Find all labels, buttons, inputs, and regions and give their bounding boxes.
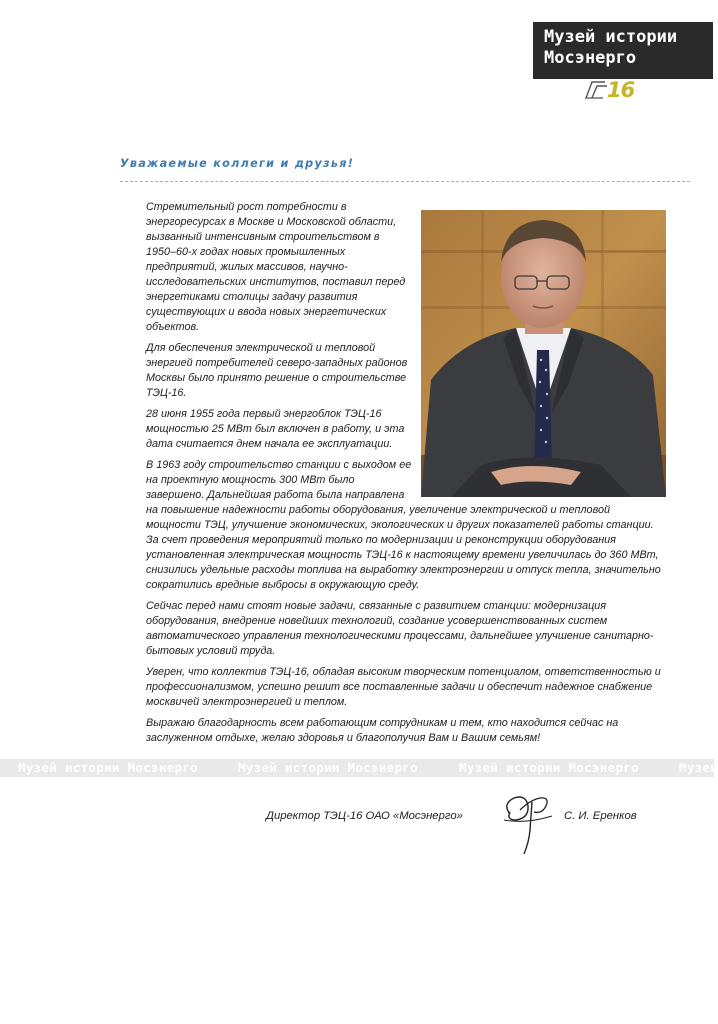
signatory-title: Директор ТЭЦ-16 ОАО «Мосэнерго» [266, 810, 463, 822]
greeting-heading: Уважаемые коллеги и друзья! [120, 157, 355, 170]
heading-divider [120, 181, 690, 182]
letter-paragraph: В 1963 году строительство станции с выходом ее на проектную мощность 300 МВт было завершено. Дальнейшая работа была направлена на повышение надежности работы оборудования, увеличение электрической и тепловой мощности ТЭЦ, улучшение экономических, экологических и других показателей работы станции. За счет проведения мероприятий только по модернизации и реконструкции оборудования установленная электрическая мощность ТЭЦ-16 к настоящему времени увеличилась до 360 МВт, снизились удельные расходы топлива на выработку электроэнергии и отпуск тепла, значительно сократились вредные выбросы в окружающую среду. [146, 459, 661, 591]
museum-logo [533, 22, 713, 79]
letter-paragraph: Выражаю благодарность всем работающим сотрудникам и тем, кто находится сейчас на заслуженном отдыхе, желаю здоровья и благополучия Вам и Вашим семьям! [146, 717, 619, 744]
signatory-name: С. И. Еренков [564, 810, 637, 822]
station-logo-number: 16 [607, 78, 635, 102]
letter-body [146, 200, 662, 752]
museum-logo-line1: Музей истории [544, 27, 678, 47]
letter-paragraph: Для обеспечения электрической и тепловой энергией потребителей северо-западных районов Москвы было принято решение о строительстве ТЭЦ-16. [146, 342, 408, 399]
station-logo [583, 78, 643, 104]
letter-paragraph: Сейчас перед нами стоят новые задачи, связанные с развитием станции: модернизация оборудования, внедрение новейших технологий, создание усовершенствованных систем автоматического управления технологическими процессами, дальнейшее улучшение санитарно-бытовых условий труда. [146, 600, 654, 657]
watermark-text: Музей истории Мосэнерго [238, 760, 418, 775]
handwritten-signature [496, 790, 558, 856]
watermark-text: Музей истории Мосэнерго [459, 760, 639, 775]
museum-logo-line2: Мосэнерго [544, 48, 637, 68]
watermark-text: Музей [679, 760, 718, 775]
letter-paragraph: Уверен, что коллектив ТЭЦ-16, обладая высоким творческим потенциалом, ответственностью и профессионализмом, успешно решит все поставленные задачи и обеспечит надежное снабжение москвичей электроэнергией и теплом. [146, 666, 661, 708]
letter-paragraph: Стремительный рост потребности в энергоресурсах в Москве и Московской области, вызванный интенсивным строительством в 1950–60-х годах новых промышленных предприятий, жилых массивов, научно-исследовательских институтов, поставил перед энергетиками столицы задачу развития существующих и ввода новых энергетических объектов. [146, 201, 406, 333]
letter-paragraph: 28 июня 1955 года первый энергоблок ТЭЦ-16 мощностью 25 МВт был включен в работу, и эта дата считается днем начала ее эксплуатации. [146, 408, 405, 450]
watermark-text: Музей истории Мосэнерго [18, 760, 198, 775]
museum-watermark-band [0, 759, 718, 777]
photo-float-spacer [412, 200, 662, 502]
